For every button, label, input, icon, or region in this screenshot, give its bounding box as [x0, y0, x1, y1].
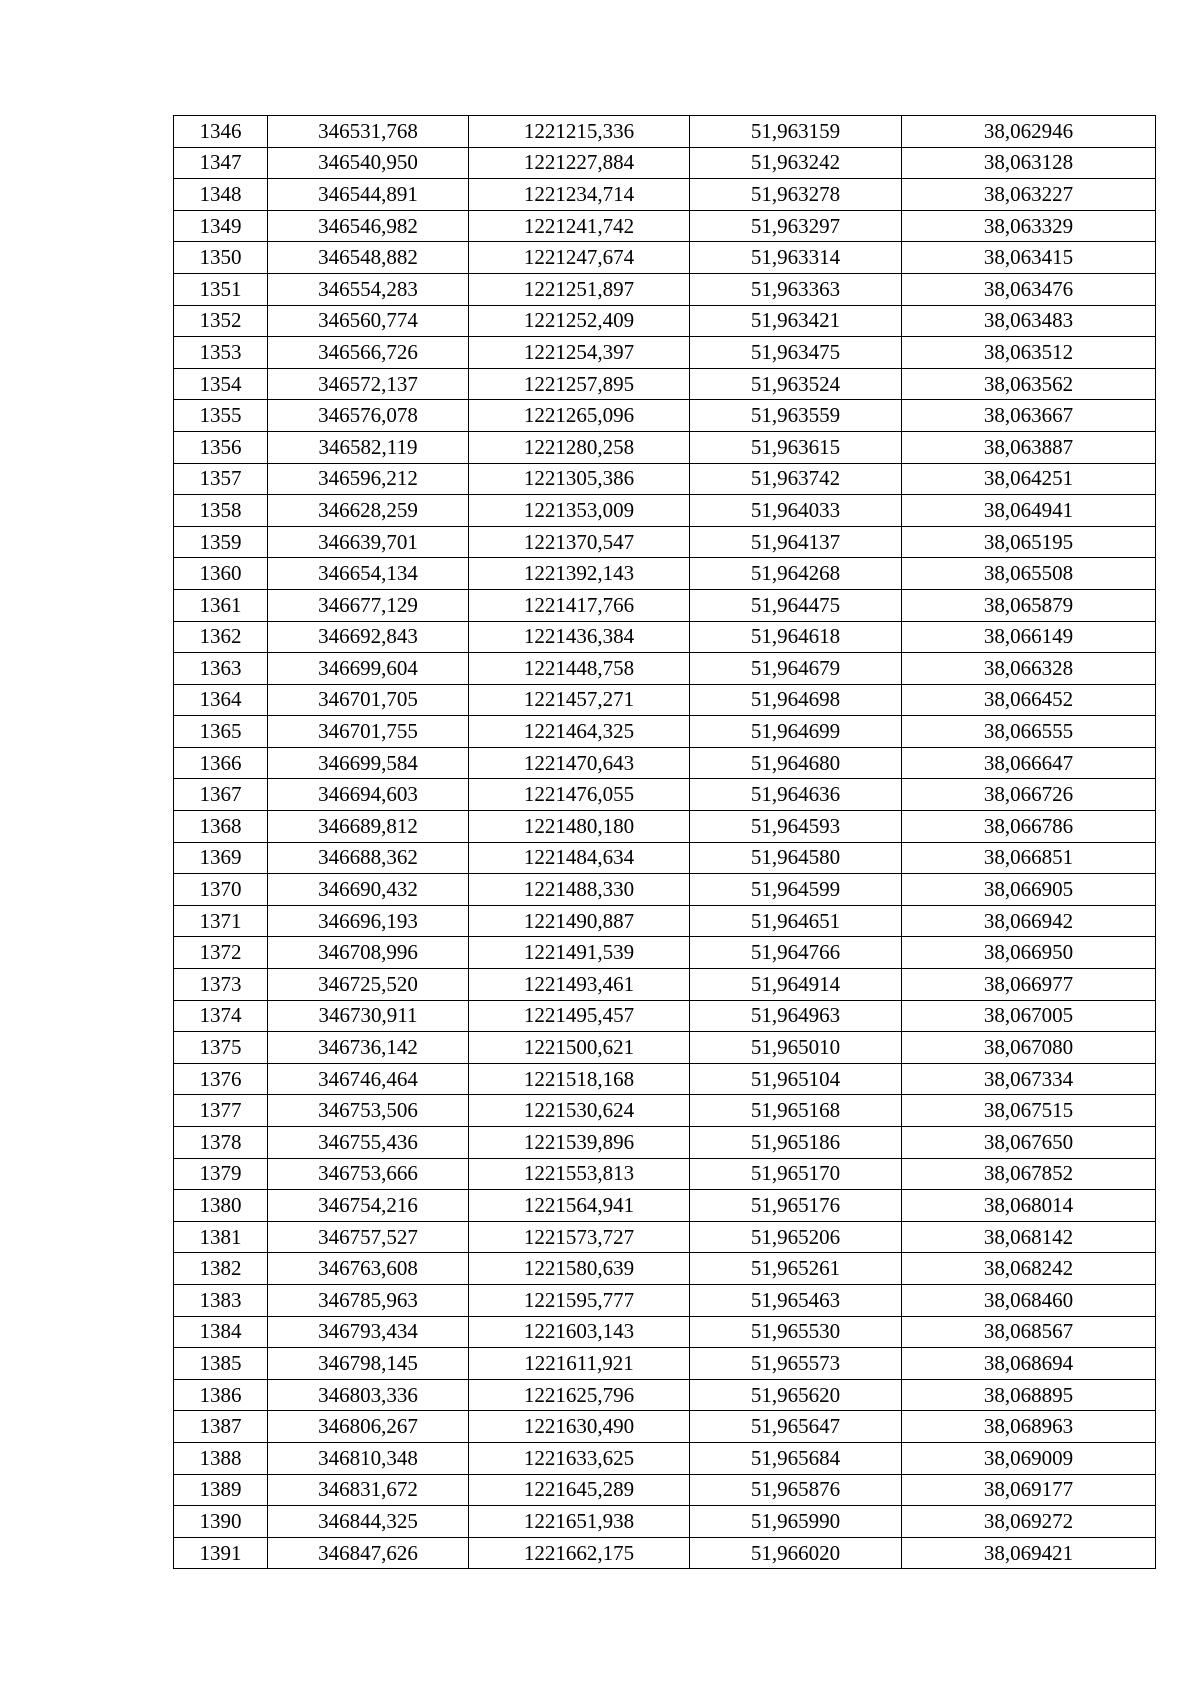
latitude-cell: 51,964268	[690, 558, 902, 590]
latitude-cell: 51,965168	[690, 1095, 902, 1127]
longitude-cell: 38,066328	[902, 653, 1156, 685]
table-row	[174, 1063, 1156, 1095]
table-row	[174, 1158, 1156, 1190]
latitude-cell: 51,963278	[690, 179, 902, 211]
table-row	[174, 1190, 1156, 1222]
latitude-cell: 51,966020	[690, 1537, 902, 1569]
point-number-cell: 1352	[174, 305, 268, 337]
x-coordinate-cell: 346806,267	[268, 1411, 469, 1443]
x-coordinate-cell: 346755,436	[268, 1127, 469, 1159]
table-row	[174, 589, 1156, 621]
point-number-cell: 1351	[174, 273, 268, 305]
longitude-cell: 38,068014	[902, 1190, 1156, 1222]
table-row	[174, 1000, 1156, 1032]
x-coordinate-cell: 346576,078	[268, 400, 469, 432]
y-coordinate-cell: 1221436,384	[469, 621, 690, 653]
point-number-cell: 1349	[174, 210, 268, 242]
longitude-cell: 38,066555	[902, 716, 1156, 748]
longitude-cell: 38,063667	[902, 400, 1156, 432]
table-row	[174, 368, 1156, 400]
x-coordinate-cell: 346754,216	[268, 1190, 469, 1222]
y-coordinate-cell: 1221488,330	[469, 874, 690, 906]
point-number-cell: 1348	[174, 179, 268, 211]
x-coordinate-cell: 346757,527	[268, 1221, 469, 1253]
point-number-cell: 1358	[174, 495, 268, 527]
table-row	[174, 1442, 1156, 1474]
longitude-cell: 38,062946	[902, 116, 1156, 148]
table-row	[174, 337, 1156, 369]
point-number-cell: 1381	[174, 1221, 268, 1253]
table-row	[174, 495, 1156, 527]
x-coordinate-cell: 346566,726	[268, 337, 469, 369]
table-row	[174, 1221, 1156, 1253]
table-row	[174, 969, 1156, 1001]
longitude-cell: 38,063415	[902, 242, 1156, 274]
longitude-cell: 38,068694	[902, 1348, 1156, 1380]
point-number-cell: 1375	[174, 1032, 268, 1064]
latitude-cell: 51,965186	[690, 1127, 902, 1159]
point-number-cell: 1364	[174, 684, 268, 716]
longitude-cell: 38,063227	[902, 179, 1156, 211]
latitude-cell: 51,965010	[690, 1032, 902, 1064]
x-coordinate-cell: 346692,843	[268, 621, 469, 653]
x-coordinate-cell: 346596,212	[268, 463, 469, 495]
y-coordinate-cell: 1221662,175	[469, 1537, 690, 1569]
latitude-cell: 51,964699	[690, 716, 902, 748]
longitude-cell: 38,063512	[902, 337, 1156, 369]
latitude-cell: 51,964580	[690, 842, 902, 874]
x-coordinate-cell: 346677,129	[268, 589, 469, 621]
x-coordinate-cell: 346689,812	[268, 811, 469, 843]
table-row	[174, 1253, 1156, 1285]
table-row	[174, 431, 1156, 463]
x-coordinate-cell: 346628,259	[268, 495, 469, 527]
latitude-cell: 51,963242	[690, 147, 902, 179]
point-number-cell: 1346	[174, 116, 268, 148]
table-row	[174, 558, 1156, 590]
y-coordinate-cell: 1221353,009	[469, 495, 690, 527]
y-coordinate-cell: 1221227,884	[469, 147, 690, 179]
point-number-cell: 1391	[174, 1537, 268, 1569]
x-coordinate-cell: 346736,142	[268, 1032, 469, 1064]
x-coordinate-cell: 346730,911	[268, 1000, 469, 1032]
y-coordinate-cell: 1221247,674	[469, 242, 690, 274]
x-coordinate-cell: 346753,506	[268, 1095, 469, 1127]
point-number-cell: 1372	[174, 937, 268, 969]
table-row	[174, 1032, 1156, 1064]
y-coordinate-cell: 1221305,386	[469, 463, 690, 495]
x-coordinate-cell: 346696,193	[268, 905, 469, 937]
latitude-cell: 51,964963	[690, 1000, 902, 1032]
y-coordinate-cell: 1221633,625	[469, 1442, 690, 1474]
latitude-cell: 51,964636	[690, 779, 902, 811]
longitude-cell: 38,068963	[902, 1411, 1156, 1443]
latitude-cell: 51,964475	[690, 589, 902, 621]
table-row	[174, 684, 1156, 716]
latitude-cell: 51,965573	[690, 1348, 902, 1380]
longitude-cell: 38,067080	[902, 1032, 1156, 1064]
y-coordinate-cell: 1221500,621	[469, 1032, 690, 1064]
table-row	[174, 716, 1156, 748]
table-row	[174, 116, 1156, 148]
table-row	[174, 1537, 1156, 1569]
x-coordinate-cell: 346639,701	[268, 526, 469, 558]
point-number-cell: 1366	[174, 747, 268, 779]
y-coordinate-cell: 1221484,634	[469, 842, 690, 874]
y-coordinate-cell: 1221490,887	[469, 905, 690, 937]
y-coordinate-cell: 1221539,896	[469, 1127, 690, 1159]
longitude-cell: 38,066905	[902, 874, 1156, 906]
y-coordinate-cell: 1221603,143	[469, 1316, 690, 1348]
table-row	[174, 811, 1156, 843]
longitude-cell: 38,066149	[902, 621, 1156, 653]
point-number-cell: 1390	[174, 1506, 268, 1538]
point-number-cell: 1363	[174, 653, 268, 685]
y-coordinate-cell: 1221580,639	[469, 1253, 690, 1285]
longitude-cell: 38,066942	[902, 905, 1156, 937]
latitude-cell: 51,964593	[690, 811, 902, 843]
point-number-cell: 1382	[174, 1253, 268, 1285]
longitude-cell: 38,067852	[902, 1158, 1156, 1190]
point-number-cell: 1385	[174, 1348, 268, 1380]
longitude-cell: 38,068567	[902, 1316, 1156, 1348]
x-coordinate-cell: 346701,705	[268, 684, 469, 716]
table-row	[174, 147, 1156, 179]
y-coordinate-cell: 1221464,325	[469, 716, 690, 748]
longitude-cell: 38,067334	[902, 1063, 1156, 1095]
latitude-cell: 51,963559	[690, 400, 902, 432]
x-coordinate-cell: 346785,963	[268, 1284, 469, 1316]
point-number-cell: 1373	[174, 969, 268, 1001]
latitude-cell: 51,963475	[690, 337, 902, 369]
table-row	[174, 905, 1156, 937]
longitude-cell: 38,063887	[902, 431, 1156, 463]
y-coordinate-cell: 1221595,777	[469, 1284, 690, 1316]
x-coordinate-cell: 346531,768	[268, 116, 469, 148]
longitude-cell: 38,066977	[902, 969, 1156, 1001]
latitude-cell: 51,965620	[690, 1379, 902, 1411]
y-coordinate-cell: 1221457,271	[469, 684, 690, 716]
y-coordinate-cell: 1221252,409	[469, 305, 690, 337]
latitude-cell: 51,963297	[690, 210, 902, 242]
latitude-cell: 51,963314	[690, 242, 902, 274]
point-number-cell: 1359	[174, 526, 268, 558]
point-number-cell: 1355	[174, 400, 268, 432]
x-coordinate-cell: 346654,134	[268, 558, 469, 590]
point-number-cell: 1386	[174, 1379, 268, 1411]
x-coordinate-cell: 346844,325	[268, 1506, 469, 1538]
table-row	[174, 842, 1156, 874]
latitude-cell: 51,964599	[690, 874, 902, 906]
longitude-cell: 38,064941	[902, 495, 1156, 527]
point-number-cell: 1354	[174, 368, 268, 400]
longitude-cell: 38,063329	[902, 210, 1156, 242]
longitude-cell: 38,067650	[902, 1127, 1156, 1159]
table-row	[174, 463, 1156, 495]
y-coordinate-cell: 1221234,714	[469, 179, 690, 211]
y-coordinate-cell: 1221495,457	[469, 1000, 690, 1032]
x-coordinate-cell: 346554,283	[268, 273, 469, 305]
point-number-cell: 1350	[174, 242, 268, 274]
longitude-cell: 38,066950	[902, 937, 1156, 969]
x-coordinate-cell: 346847,626	[268, 1537, 469, 1569]
latitude-cell: 51,965170	[690, 1158, 902, 1190]
latitude-cell: 51,964618	[690, 621, 902, 653]
table-row	[174, 1348, 1156, 1380]
point-number-cell: 1384	[174, 1316, 268, 1348]
longitude-cell: 38,065195	[902, 526, 1156, 558]
longitude-cell: 38,066786	[902, 811, 1156, 843]
point-number-cell: 1347	[174, 147, 268, 179]
table-row	[174, 526, 1156, 558]
table-row	[174, 179, 1156, 211]
point-number-cell: 1369	[174, 842, 268, 874]
latitude-cell: 51,963615	[690, 431, 902, 463]
x-coordinate-cell: 346540,950	[268, 147, 469, 179]
point-number-cell: 1370	[174, 874, 268, 906]
point-number-cell: 1362	[174, 621, 268, 653]
coordinates-table-body	[174, 116, 1156, 1569]
x-coordinate-cell: 346763,608	[268, 1253, 469, 1285]
longitude-cell: 38,069272	[902, 1506, 1156, 1538]
x-coordinate-cell: 346810,348	[268, 1442, 469, 1474]
latitude-cell: 51,963421	[690, 305, 902, 337]
point-number-cell: 1371	[174, 905, 268, 937]
latitude-cell: 51,965261	[690, 1253, 902, 1285]
point-number-cell: 1360	[174, 558, 268, 590]
point-number-cell: 1368	[174, 811, 268, 843]
y-coordinate-cell: 1221518,168	[469, 1063, 690, 1095]
y-coordinate-cell: 1221493,461	[469, 969, 690, 1001]
latitude-cell: 51,965206	[690, 1221, 902, 1253]
longitude-cell: 38,066851	[902, 842, 1156, 874]
longitude-cell: 38,069177	[902, 1474, 1156, 1506]
point-number-cell: 1353	[174, 337, 268, 369]
x-coordinate-cell: 346572,137	[268, 368, 469, 400]
latitude-cell: 51,964698	[690, 684, 902, 716]
x-coordinate-cell: 346708,996	[268, 937, 469, 969]
latitude-cell: 51,964679	[690, 653, 902, 685]
y-coordinate-cell: 1221257,895	[469, 368, 690, 400]
longitude-cell: 38,065508	[902, 558, 1156, 590]
table-row	[174, 210, 1156, 242]
latitude-cell: 51,965990	[690, 1506, 902, 1538]
table-row	[174, 273, 1156, 305]
y-coordinate-cell: 1221476,055	[469, 779, 690, 811]
point-number-cell: 1361	[174, 589, 268, 621]
x-coordinate-cell: 346688,362	[268, 842, 469, 874]
y-coordinate-cell: 1221530,624	[469, 1095, 690, 1127]
longitude-cell: 38,065879	[902, 589, 1156, 621]
x-coordinate-cell: 346699,604	[268, 653, 469, 685]
latitude-cell: 51,964680	[690, 747, 902, 779]
y-coordinate-cell: 1221470,643	[469, 747, 690, 779]
x-coordinate-cell: 346694,603	[268, 779, 469, 811]
y-coordinate-cell: 1221630,490	[469, 1411, 690, 1443]
longitude-cell: 38,066647	[902, 747, 1156, 779]
latitude-cell: 51,964033	[690, 495, 902, 527]
latitude-cell: 51,963363	[690, 273, 902, 305]
longitude-cell: 38,063128	[902, 147, 1156, 179]
y-coordinate-cell: 1221392,143	[469, 558, 690, 590]
x-coordinate-cell: 346746,464	[268, 1063, 469, 1095]
longitude-cell: 38,064251	[902, 463, 1156, 495]
y-coordinate-cell: 1221625,796	[469, 1379, 690, 1411]
x-coordinate-cell: 346544,891	[268, 179, 469, 211]
table-row	[174, 937, 1156, 969]
y-coordinate-cell: 1221417,766	[469, 589, 690, 621]
latitude-cell: 51,964914	[690, 969, 902, 1001]
y-coordinate-cell: 1221215,336	[469, 116, 690, 148]
longitude-cell: 38,066726	[902, 779, 1156, 811]
point-number-cell: 1388	[174, 1442, 268, 1474]
latitude-cell: 51,964651	[690, 905, 902, 937]
point-number-cell: 1357	[174, 463, 268, 495]
table-row	[174, 1506, 1156, 1538]
point-number-cell: 1383	[174, 1284, 268, 1316]
longitude-cell: 38,068895	[902, 1379, 1156, 1411]
table-row	[174, 1411, 1156, 1443]
table-row	[174, 653, 1156, 685]
table-row	[174, 1095, 1156, 1127]
point-number-cell: 1380	[174, 1190, 268, 1222]
latitude-cell: 51,963524	[690, 368, 902, 400]
y-coordinate-cell: 1221448,758	[469, 653, 690, 685]
y-coordinate-cell: 1221564,941	[469, 1190, 690, 1222]
latitude-cell: 51,965684	[690, 1442, 902, 1474]
y-coordinate-cell: 1221573,727	[469, 1221, 690, 1253]
y-coordinate-cell: 1221651,938	[469, 1506, 690, 1538]
x-coordinate-cell: 346831,672	[268, 1474, 469, 1506]
longitude-cell: 38,069009	[902, 1442, 1156, 1474]
point-number-cell: 1376	[174, 1063, 268, 1095]
x-coordinate-cell: 346798,145	[268, 1348, 469, 1380]
point-number-cell: 1389	[174, 1474, 268, 1506]
x-coordinate-cell: 346546,982	[268, 210, 469, 242]
table-row	[174, 305, 1156, 337]
point-number-cell: 1365	[174, 716, 268, 748]
longitude-cell: 38,068242	[902, 1253, 1156, 1285]
longitude-cell: 38,063476	[902, 273, 1156, 305]
table-row	[174, 1127, 1156, 1159]
y-coordinate-cell: 1221280,258	[469, 431, 690, 463]
latitude-cell: 51,965876	[690, 1474, 902, 1506]
y-coordinate-cell: 1221241,742	[469, 210, 690, 242]
latitude-cell: 51,965176	[690, 1190, 902, 1222]
x-coordinate-cell: 346725,520	[268, 969, 469, 1001]
y-coordinate-cell: 1221611,921	[469, 1348, 690, 1380]
latitude-cell: 51,964766	[690, 937, 902, 969]
table-row	[174, 400, 1156, 432]
longitude-cell: 38,063483	[902, 305, 1156, 337]
point-number-cell: 1356	[174, 431, 268, 463]
longitude-cell: 38,067515	[902, 1095, 1156, 1127]
y-coordinate-cell: 1221254,397	[469, 337, 690, 369]
latitude-cell: 51,963159	[690, 116, 902, 148]
table-row	[174, 242, 1156, 274]
coordinates-table	[173, 115, 1156, 1569]
y-coordinate-cell: 1221265,096	[469, 400, 690, 432]
x-coordinate-cell: 346699,584	[268, 747, 469, 779]
x-coordinate-cell: 346753,666	[268, 1158, 469, 1190]
point-number-cell: 1367	[174, 779, 268, 811]
longitude-cell: 38,068142	[902, 1221, 1156, 1253]
longitude-cell: 38,063562	[902, 368, 1156, 400]
table-row	[174, 621, 1156, 653]
latitude-cell: 51,963742	[690, 463, 902, 495]
table-row	[174, 1379, 1156, 1411]
table-row	[174, 1316, 1156, 1348]
y-coordinate-cell: 1221645,289	[469, 1474, 690, 1506]
table-row	[174, 1284, 1156, 1316]
x-coordinate-cell: 346560,774	[268, 305, 469, 337]
x-coordinate-cell: 346701,755	[268, 716, 469, 748]
longitude-cell: 38,068460	[902, 1284, 1156, 1316]
longitude-cell: 38,067005	[902, 1000, 1156, 1032]
y-coordinate-cell: 1221491,539	[469, 937, 690, 969]
x-coordinate-cell: 346582,119	[268, 431, 469, 463]
x-coordinate-cell: 346548,882	[268, 242, 469, 274]
latitude-cell: 51,965530	[690, 1316, 902, 1348]
x-coordinate-cell: 346793,434	[268, 1316, 469, 1348]
point-number-cell: 1387	[174, 1411, 268, 1443]
y-coordinate-cell: 1221251,897	[469, 273, 690, 305]
y-coordinate-cell: 1221370,547	[469, 526, 690, 558]
x-coordinate-cell: 346690,432	[268, 874, 469, 906]
latitude-cell: 51,965463	[690, 1284, 902, 1316]
table-row	[174, 874, 1156, 906]
table-row	[174, 779, 1156, 811]
latitude-cell: 51,965104	[690, 1063, 902, 1095]
latitude-cell: 51,964137	[690, 526, 902, 558]
point-number-cell: 1379	[174, 1158, 268, 1190]
point-number-cell: 1374	[174, 1000, 268, 1032]
point-number-cell: 1377	[174, 1095, 268, 1127]
table-row	[174, 747, 1156, 779]
y-coordinate-cell: 1221553,813	[469, 1158, 690, 1190]
x-coordinate-cell: 346803,336	[268, 1379, 469, 1411]
point-number-cell: 1378	[174, 1127, 268, 1159]
longitude-cell: 38,066452	[902, 684, 1156, 716]
table-row	[174, 1474, 1156, 1506]
longitude-cell: 38,069421	[902, 1537, 1156, 1569]
latitude-cell: 51,965647	[690, 1411, 902, 1443]
y-coordinate-cell: 1221480,180	[469, 811, 690, 843]
